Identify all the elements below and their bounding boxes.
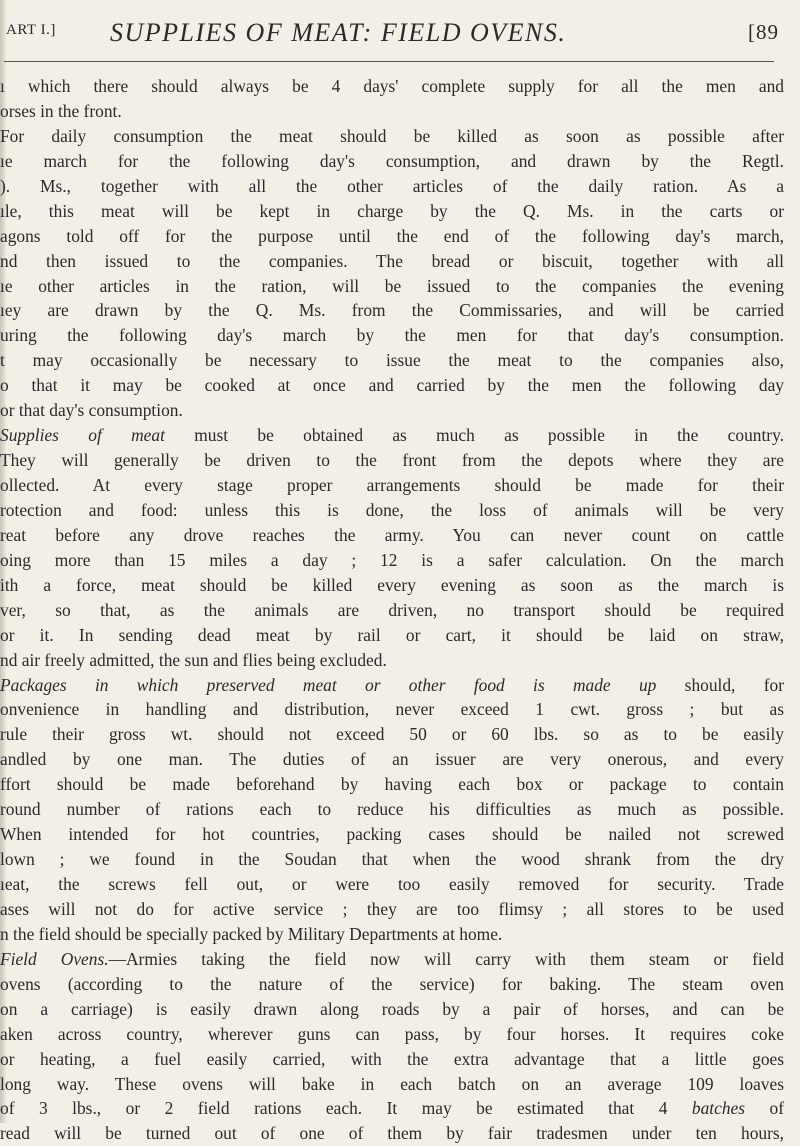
- text-line: [0, 99, 790, 124]
- text-run: o that it may be cooked at once and carried by the men the following day: [0, 375, 784, 396]
- text-line: [0, 548, 790, 573]
- text-line: [0, 1047, 790, 1072]
- text-run: should, for: [656, 674, 785, 695]
- text-run: of: [745, 1098, 784, 1119]
- text-line: [0, 797, 790, 822]
- body-text: [0, 74, 790, 1146]
- text-run: read will be turned out of one of them by fair tradesmen under ten hours,: [0, 1123, 784, 1144]
- text-run: or heating, a fuel easily carried, with the extra advantage that a little goes: [0, 1048, 784, 1069]
- text-line: [0, 1121, 790, 1146]
- text-run: t may occasionally be necessary to issue the meat to the companies also,: [0, 350, 784, 371]
- text-line: [0, 897, 790, 922]
- text-run: round number of rations each to reduce his difficulties as much as possible.: [0, 799, 784, 820]
- text-line: [0, 722, 790, 747]
- text-run: ıe other articles in the ration, will be issued to the companies the evening: [0, 275, 784, 296]
- text-run: lown ; we found in the Soudan that when the wood shrank from the dry: [0, 849, 784, 870]
- header-rule: [4, 61, 774, 62]
- text-run: orses in the front.: [0, 100, 122, 121]
- text-run: ases will not do for active service ; they are too flimsy ; all stores to be used: [0, 898, 784, 919]
- text-line: [0, 423, 790, 448]
- text-line: [0, 1022, 790, 1047]
- text-run: ith a force, meat should be killed every evening as soon as the march is: [0, 574, 784, 595]
- text-line: [0, 174, 790, 199]
- text-line: [0, 149, 790, 174]
- text-line: [0, 124, 790, 149]
- text-run: agons told off for the purpose until the end of the following day's march,: [0, 225, 784, 246]
- text-run: n the field should be specially packed by Military Departments at home.: [0, 923, 503, 944]
- text-run: ı which there should always be 4 days' complete supply for all the men and: [0, 76, 784, 96]
- text-run: ). Ms., together with all the other articles of the daily ration. As a: [0, 175, 784, 196]
- text-line: [0, 772, 790, 797]
- text-run: rotection and food: unless this is done, the loss of animals will be very: [0, 499, 784, 520]
- text-run: uring the following day's march by the men for that day's consumption.: [0, 325, 784, 346]
- text-run: aken across country, wherever guns can pass, by four horses. It requires coke: [0, 1023, 784, 1044]
- text-line: [0, 697, 790, 722]
- text-run: ovens (according to the nature of the service) for baking. The steam oven: [0, 973, 784, 994]
- text-line: [0, 673, 790, 698]
- text-line: [0, 398, 790, 423]
- text-run: of 3 lbs., or 2 field rations each. It may be estimated that 4: [0, 1098, 692, 1119]
- text-line: [0, 373, 790, 398]
- text-run: rule their gross wt. should not exceed 50 or 60 lbs. so as to be easily: [0, 724, 784, 745]
- text-run: ıeat, the screws fell out, or were too easily removed for security. Trade: [0, 874, 784, 894]
- italic-run: Field Ovens.: [0, 948, 109, 969]
- text-run: or that day's consumption.: [0, 400, 183, 421]
- text-line: [0, 847, 790, 872]
- text-run: ıe march for the following day's consumption, and drawn by the Regtl.: [0, 150, 784, 171]
- text-line: [0, 274, 790, 299]
- page-number: [89: [748, 20, 779, 44]
- text-line: [0, 822, 790, 847]
- text-run: or it. In sending dead meat by rail or cart, it should be laid on straw,: [0, 624, 784, 645]
- text-run: They will generally be driven to the front from the depots where they are: [0, 450, 784, 471]
- text-run: onvenience in handling and distribution, never exceed 1 cwt. gross ; but as: [0, 699, 784, 720]
- text-line: [0, 573, 790, 598]
- text-line: [0, 199, 790, 224]
- text-line: [0, 224, 790, 249]
- text-run: andled by one man. The duties of an issuer are very onerous, and every: [0, 749, 784, 770]
- text-line: [0, 997, 790, 1022]
- text-line: [0, 598, 790, 623]
- text-run: nd then issued to the companies. The bread or biscuit, together with all: [0, 250, 784, 271]
- text-line: [0, 249, 790, 274]
- text-run: oing more than 15 miles a day ; 12 is a safer calculation. On the march: [0, 549, 784, 570]
- text-run: nd air freely admitted, the sun and flies being excluded.: [0, 649, 387, 670]
- italic-run: Supplies of meat: [0, 425, 165, 446]
- text-line: [0, 623, 790, 648]
- text-line: [0, 922, 790, 947]
- text-run: on a carriage) is easily drawn along roads by a pair of horses, and can be: [0, 998, 784, 1019]
- text-line: [0, 74, 790, 99]
- text-run: ıey are drawn by the Q. Ms. from the Commissaries, and will be carried: [0, 300, 784, 321]
- text-line: [0, 498, 790, 523]
- text-line: [0, 473, 790, 498]
- text-line: [0, 298, 790, 323]
- italic-run: batches: [691, 1098, 746, 1119]
- text-line: [0, 648, 790, 673]
- text-run: ollected. At every stage proper arrangements should be made for their: [0, 475, 784, 495]
- text-run: long way. These ovens will bake in each batch on an average 109 loaves: [0, 1073, 784, 1094]
- running-header: [0, 18, 800, 58]
- text-run: ffort should be made beforehand by having each box or package to contain: [0, 774, 784, 795]
- text-run: ıle, this meat will be kept in charge by the Q. Ms. in the carts or: [0, 200, 784, 221]
- running-header-section: ART I.]: [6, 22, 56, 38]
- text-line: [0, 523, 790, 548]
- text-run: ver, so that, as the animals are driven, no transport should be required: [0, 599, 784, 620]
- text-line: [0, 448, 790, 473]
- text-line: [0, 323, 790, 348]
- text-line: [0, 747, 790, 772]
- italic-run: Packages in which preserved meat or other food is made up: [0, 674, 657, 695]
- text-line: [0, 947, 790, 972]
- text-run: —Armies taking the field now will carry with them steam or field: [108, 948, 784, 969]
- text-line: [0, 972, 790, 997]
- text-run: For daily consumption the meat should be killed as soon as possible after: [0, 125, 784, 146]
- running-header-title: SUPPLIES OF MEAT: FIELD OVENS.: [110, 18, 567, 47]
- text-run: reat before any drove reaches the army. You can never count on cattle: [0, 524, 784, 545]
- text-run: must be obtained as much as possible in the country.: [164, 425, 784, 446]
- text-line: [0, 1096, 790, 1121]
- text-line: [0, 348, 790, 373]
- text-line: [0, 1072, 790, 1097]
- text-run: When intended for hot countries, packing cases should be nailed not screwed: [0, 824, 784, 845]
- text-line: [0, 872, 790, 897]
